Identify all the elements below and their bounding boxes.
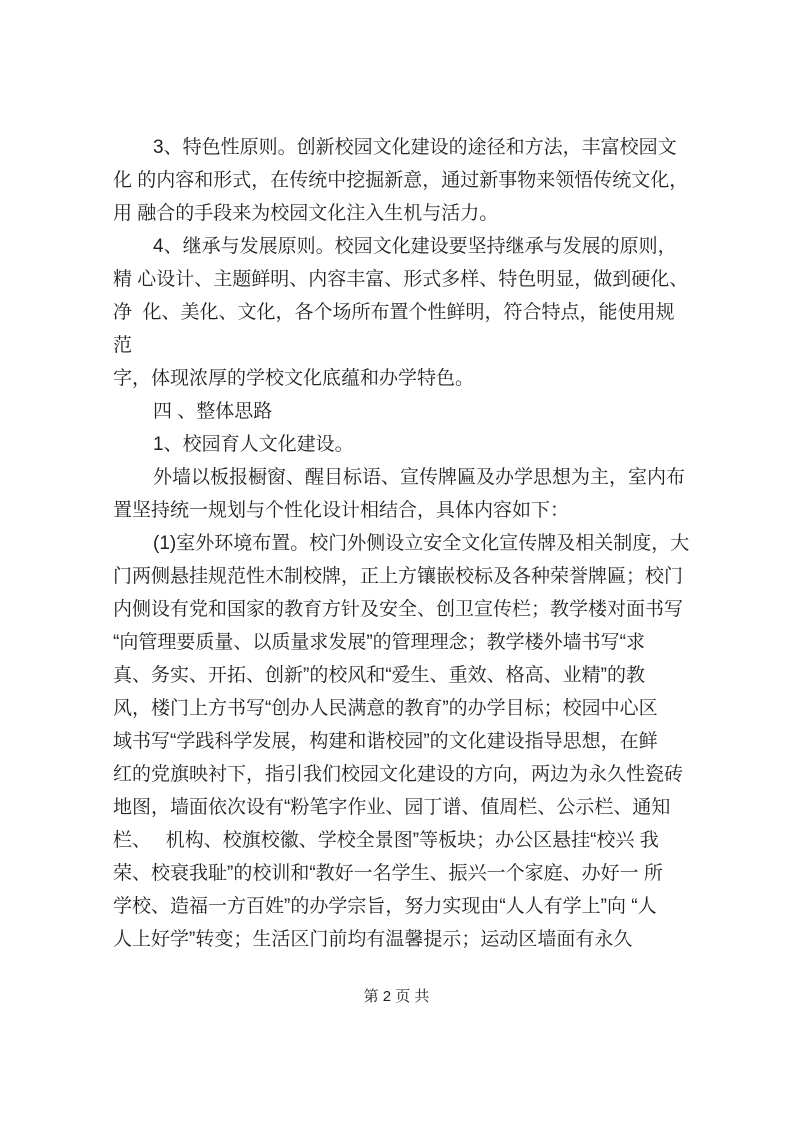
text-line: 内侧设有党和国家的教育方针及安全、创卫宣传栏；教学楼对面书写 — [113, 599, 684, 620]
text-line: 置坚持统一规划与个性化设计相结合，具体内容如下： — [113, 500, 570, 521]
text-line: 字，体现浓厚的学校文化底蕴和办学特色。 — [113, 368, 475, 389]
text-line: 荣、校衰我耻”的校训和“教好一名学生、振兴一个家庭、办好一 所 — [113, 863, 663, 884]
text-line: 人上好学”转变；生活区门前均有温馨提示；运动区墙面有永久 — [113, 929, 633, 950]
text-line: 红的党旗映衬下，指引我们校园文化建设的方向，两边为永久性瓷砖 — [113, 764, 684, 785]
text-line: 门两侧悬挂规范性木制校牌，正上方镶嵌校标及各种荣誉牌匾；校门 — [113, 566, 684, 587]
text-line: (1)室外环境布置。校门外侧设立安全文化宣传牌及相关制度，大 — [153, 533, 690, 554]
text-line: 范 — [113, 335, 133, 356]
text-line: 域书写“学践科学发展，构建和谐校园”的文化建设指导思想，在鲜 — [113, 731, 658, 752]
text-line: 外墙以板报橱窗、醒目标语、宣传牌匾及办学思想为主，室内布 — [153, 467, 686, 488]
text-line: 地图，墙面依次设有“粉笔字作业、园丁谱、值周栏、公示栏、通知 — [113, 797, 671, 818]
text-line: 学校、造福一方百姓”的办学宗旨，努力实现由“人人有学上”向 “人 — [113, 896, 657, 917]
sub-heading: 1、校园育人文化建设。 — [153, 434, 354, 455]
text-line: 化 的内容和形式，在传统中挖掘新意，通过新事物来领悟传统文化， — [113, 170, 689, 191]
page-number: 第 2 页 共 — [363, 988, 430, 1005]
document-body — [113, 131, 690, 956]
text-line: 风，楼门上方书写“创办人民满意的教育”的办学目标；校园中心区 — [113, 698, 658, 719]
text-line: 真、务实、开拓、创新”的校风和“爱生、重效、格高、业精”的教 — [113, 665, 645, 686]
text-line: 3、特色性原则。创新校园文化建设的途径和方法，丰富校园文 — [153, 137, 677, 158]
section-heading: 四 、整体思路 — [153, 401, 273, 422]
text-line: 用 融合的手段来为校园文化注入生机与活力。 — [113, 203, 499, 224]
text-line: 净 化、美化、文化，各个场所布置个性鲜明，符合特点，能使用规 — [113, 302, 675, 323]
text-line: 栏、 机构、校旗校徽、学校全景图”等板块；办公区悬挂“校兴 我 — [113, 830, 659, 851]
text-line: “向管理要质量、以质量求发展”的管理理念；教学楼外墙书写“求 — [113, 632, 645, 653]
text-line: 精 心设计、主题鲜明、内容丰富、形式多样、特色明显，做到硬化、 — [113, 269, 689, 290]
text-line: 4、继承与发展原则。校园文化建设要坚持继承与发展的原则， — [153, 236, 677, 257]
